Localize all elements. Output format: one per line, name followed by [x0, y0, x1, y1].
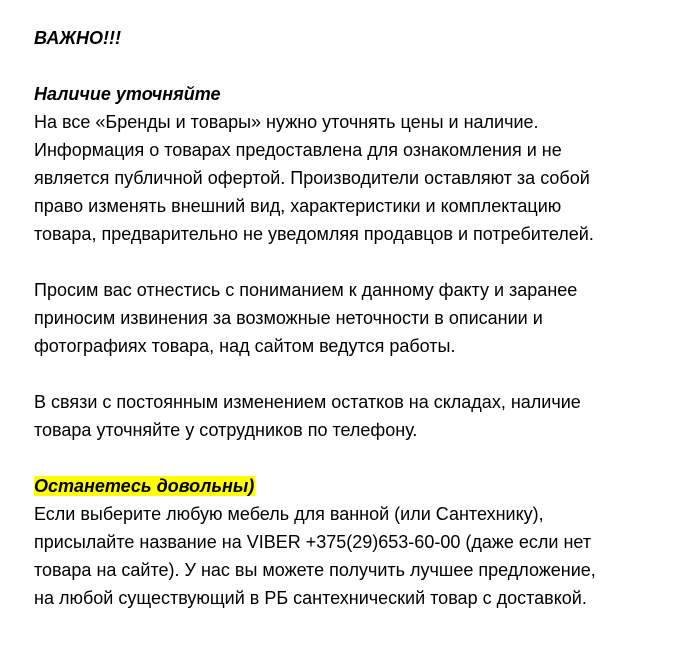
satisfaction-section: [34, 472, 664, 612]
paragraph-line: является публичной офертой. Производители оставляют за собой: [34, 168, 590, 188]
spacer: [34, 360, 664, 388]
availability-title: Наличие уточняйте: [34, 84, 221, 104]
paragraph-line: товара, предварительно не уведомляя продавцов и потребителей.: [34, 224, 594, 244]
satisfaction-title: Останетесь довольны): [34, 476, 255, 496]
spacer: [34, 444, 664, 472]
paragraph-line: фотографиях товара, над сайтом ведутся работы.: [34, 336, 456, 356]
paragraph-line: присылайте название на VIBER +375(29)653-60-00 (даже если нет: [34, 532, 592, 552]
paragraph-line: на любой существующий в РБ сантехнический товар с доставкой.: [34, 588, 587, 608]
paragraph-line: приносим извинения за возможные неточности в описании и: [34, 308, 543, 328]
spacer: [34, 52, 664, 80]
paragraph-line: Информация о товарах предоставлена для ознакомления и не: [34, 140, 562, 160]
paragraph-line: Если выберите любую мебель для ванной (или Сантехнику),: [34, 504, 544, 524]
spacer: [34, 248, 664, 276]
apology-section: [34, 276, 664, 360]
availability-section: [34, 80, 664, 248]
document-page: [34, 24, 664, 612]
paragraph-line: товара уточняйте у сотрудников по телефону.: [34, 420, 418, 440]
important-heading: ВАЖНО!!!: [34, 28, 121, 48]
paragraph-line: Просим вас отнестись с пониманием к данному факту и заранее: [34, 280, 578, 300]
paragraph-line: На все «Бренды и товары» нужно уточнять цены и наличие.: [34, 112, 539, 132]
stock-section: [34, 388, 664, 444]
paragraph-line: В связи с постоянным изменением остатков на складах, наличие: [34, 392, 581, 412]
paragraph-line: право изменять внешний вид, характеристики и комплектацию: [34, 196, 562, 216]
satisfaction-title-line: [34, 472, 664, 500]
paragraph-line: товара на сайте). У нас вы можете получить лучшее предложение,: [34, 560, 596, 580]
